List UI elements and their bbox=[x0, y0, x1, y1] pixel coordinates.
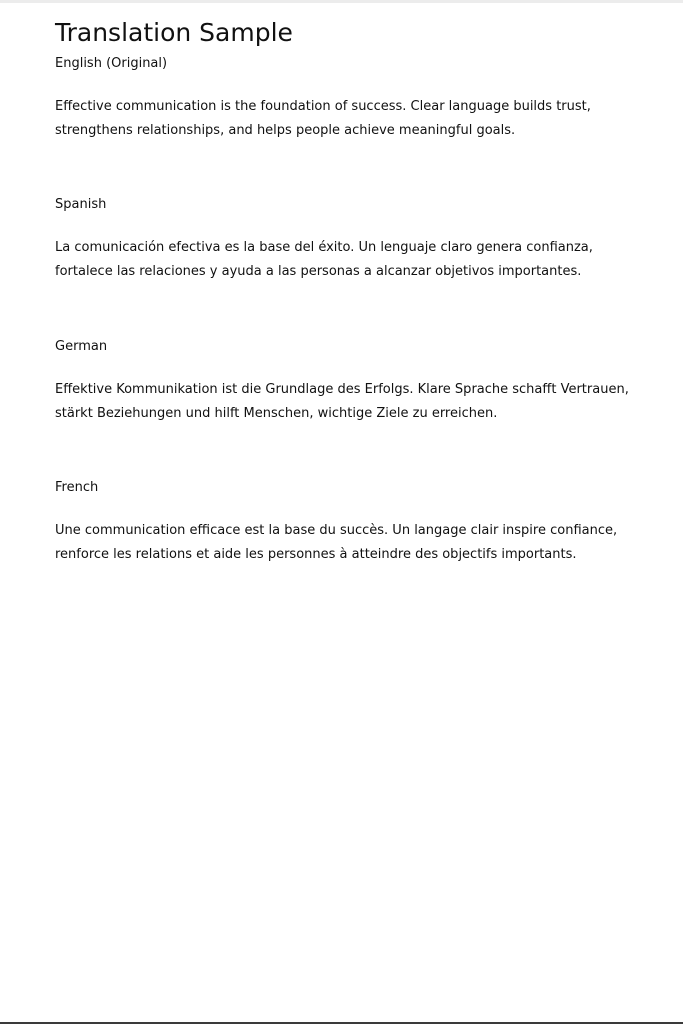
section-label-french: French bbox=[55, 480, 99, 495]
section-spanish bbox=[55, 196, 655, 284]
section-german bbox=[55, 338, 655, 426]
paragraph-spanish: La comunicación efectiva es la base del éxito. Un lenguaje claro genera confianza, fortalece las relaciones y ayuda a las personas a alcanzar objetivos importantes. bbox=[55, 240, 593, 279]
document-page bbox=[55, 17, 655, 562]
document-title: Translation Sample bbox=[55, 18, 293, 47]
paragraph-english: Effective communication is the foundation of success. Clear language builds trust, strengthens relationships, and helps people achieve meaningful goals. bbox=[55, 99, 591, 138]
section-label-german: German bbox=[55, 339, 108, 354]
section-english bbox=[55, 55, 655, 143]
section-label-spanish: Spanish bbox=[55, 197, 107, 212]
paragraph-french: Une communication efficace est la base du succès. Un langage clair inspire confiance, renforce les relations et aide les personnes à atteindre des objectifs importants. bbox=[55, 523, 618, 562]
section-french bbox=[55, 479, 655, 567]
paragraph-german: Effektive Kommunikation ist die Grundlage des Erfolgs. Klare Sprache schafft Vertrauen, stärkt Beziehungen und hilft Menschen, wichtige Ziele zu erreichen. bbox=[55, 382, 629, 421]
top-edge-shadow bbox=[0, 0, 683, 3]
section-label-english: English (Original) bbox=[55, 56, 168, 71]
